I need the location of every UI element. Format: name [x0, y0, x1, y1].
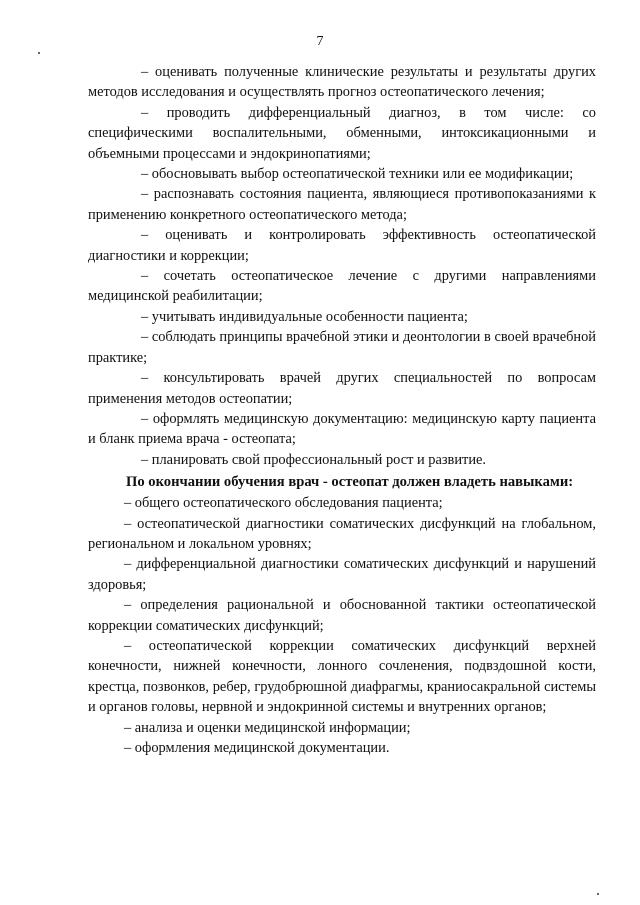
paragraph-differential-diagnosis: – проводить дифференциальный диагноз, в том числе: со специфическими воспалительными, обменными, интоксикационными и объемными процессами и эндокринопатиями; — [88, 104, 596, 162]
paragraph-evaluate-results: – оценивать полученные клинические результаты и результаты других методов исследования и осуществлять прогноз остеопатического лечения; — [88, 64, 596, 101]
skill-item: – остеопатической диагностики соматических дисфункций на глобальном, региональном и локальном уровнях; — [88, 515, 596, 552]
skill-item: – дифференциальной диагностики соматических дисфункций и нарушений здоровья; — [88, 556, 596, 593]
paragraph-individual-features: – учитывать индивидуальные особенности пациента; — [141, 308, 468, 325]
paragraph-consult: – консультировать врачей других специальностей по вопросам применения методов остеопатии; — [88, 370, 596, 407]
scan-speck — [597, 893, 599, 895]
skill-item: – оформления медицинской документации. — [124, 740, 390, 756]
paragraph-professional-growth: – планировать свой профессиональный рост и развитие. — [141, 451, 487, 468]
skill-item: – общего остеопатического обследования пациента; — [124, 495, 443, 512]
paragraph-documentation: – оформлять медицинскую документацию: медицинскую карту пациента и бланк приема врача - остеопата; — [88, 410, 596, 448]
document-body — [88, 62, 596, 758]
skill-item: – определения рациональной и обоснованной тактики остеопатической коррекции соматических дисфункций; — [88, 597, 596, 634]
skills-heading: По окончании обучения врач - остеопат должен владеть навыками: — [126, 474, 574, 491]
paragraph-ethics: – соблюдать принципы врачебной этики и деонтологии в своей врачебной практике; — [88, 329, 596, 366]
skill-item: – остеопатической коррекции соматических дисфункций верхней конечности, нижней конечности, лонного сочленения, подвздошной кости, крестца, позвонков, ребер, грудобрюшной диафрагмы, краниосакральной системы и органов головы, нервной и эндокринной системы и внутренних органов; — [88, 637, 596, 716]
scan-speck — [38, 52, 40, 54]
page-number: 7 — [316, 34, 324, 49]
skill-item: – анализа и оценки медицинской информации; — [124, 719, 411, 736]
paragraph-recognize-contraindications: – распознавать состояния пациента, являющиеся противопоказаниями к применению конкретного остеопатического метода; — [88, 186, 596, 223]
paragraph-combine-rehabilitation: – сочетать остеопатическое лечение с другими направлениями медицинской реабилитации; — [88, 268, 596, 305]
paragraph-evaluate-effectiveness: – оценивать и контролировать эффективность остеопатической диагностики и коррекции; — [88, 227, 596, 264]
paragraph-justify-technique: – обосновывать выбор остеопатической техники или ее модификации; — [141, 166, 574, 183]
